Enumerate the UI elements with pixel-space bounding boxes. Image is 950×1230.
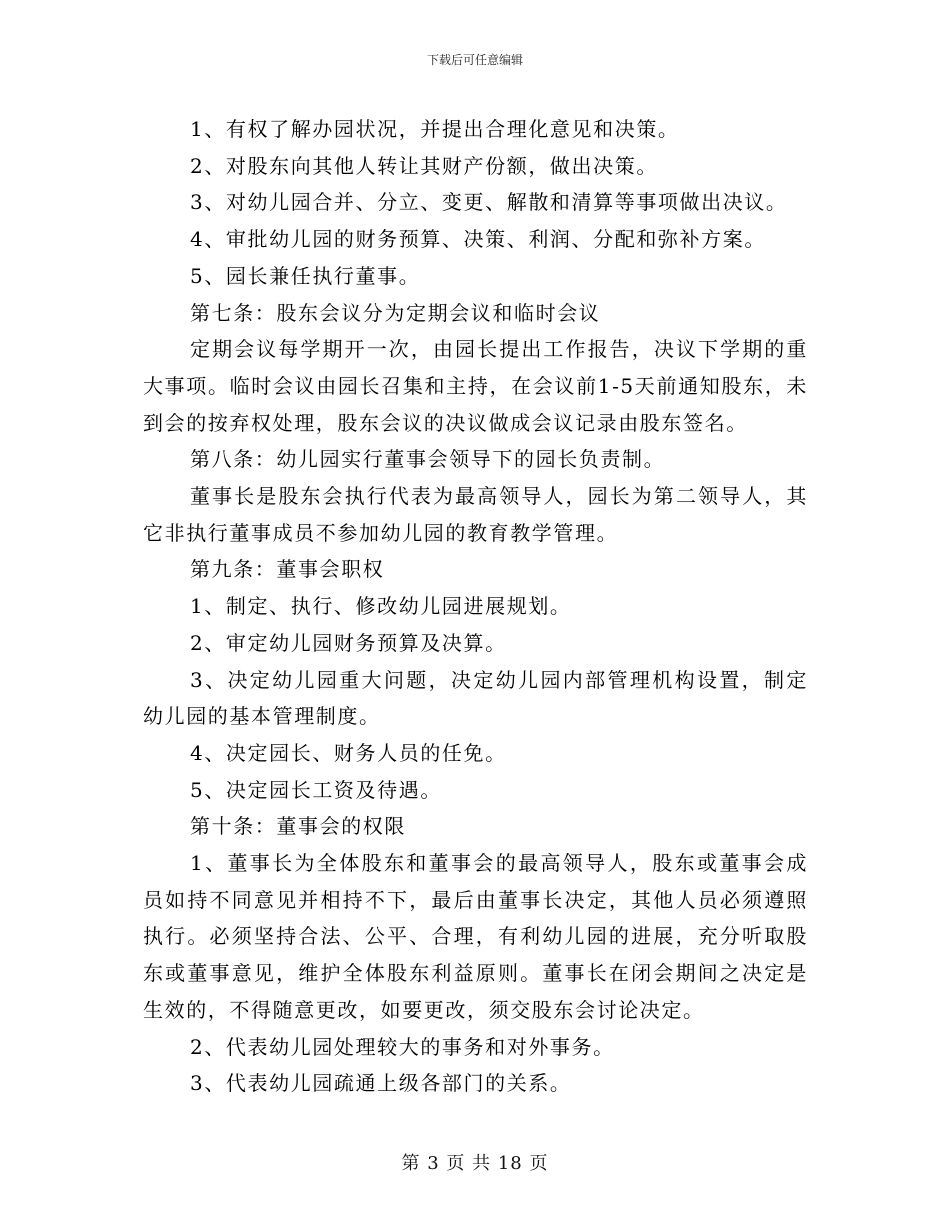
paragraph: 5、决定园长工资及待遇。 [190,777,442,802]
section-heading: 第九条：董事会职权 [190,557,385,582]
paragraph: 1、制定、执行、修改幼儿园进展规划。 [190,594,572,619]
paragraph: 3、代表幼儿园疏通上级各部门的关系。 [190,1071,572,1096]
paragraph: 4、决定园长、财务人员的任免。 [190,740,507,765]
paragraph: 2、代表幼儿园处理较大的事务和对外事务。 [190,1034,615,1059]
paragraph: 1、董事长为全体股东和董事会的最高领导人，股东或董事会成员如持不同意见并相持不下，最后由董事长决定，其他人员必须遵照执行。必须坚持合法、公平、合理，有利幼儿园的进展，充分听取股东或董事意见，维护全体股东利益原则。董事长在闭会期间之决定是生效的，不得随意更改，如要更改，须交股东会讨论决定。 [143,851,808,1022]
page-header: 下载后可任意编辑 [426,53,523,67]
page-number-footer: 第 3 页 共 18 页 [401,1153,549,1174]
paragraph: 董事长是股东会执行代表为最高领导人，园长为第二领导人，其它非执行董事成员不参加幼儿园的教育教学管理。 [143,484,808,545]
paragraph: 3、决定幼儿园重大问题，决定幼儿园内部管理机构设置，制定幼儿园的基本管理制度。 [143,667,808,729]
paragraph: 定期会议每学期开一次，由园长提出工作报告，决议下学期的重大事项。临时会议由园长召集和主持，在会议前1-5天前通知股东，未到会的按弃权处理，股东会议的决议做成会议记录由股东签名。 [143,337,808,435]
section-heading: 第七条：股东会议分为定期会议和临时会议 [190,300,601,325]
section-heading: 第八条：幼儿园实行董事会领导下的园长负责制。 [190,447,666,472]
paragraph: 1、有权了解办园状况，并提出合理化意见和决策。 [190,117,680,141]
section-heading: 第十条：董事会的权限 [190,814,406,839]
paragraph: 2、审定幼儿园财务预算及决算。 [190,630,507,655]
paragraph: 3、对幼儿园合并、分立、变更、解散和清算等事项做出决议。 [190,190,788,215]
paragraph: 2、对股东向其他人转让其财产份额，做出决策。 [190,153,658,178]
paragraph: 4、审批幼儿园的财务预算、决策、利润、分配和弥补方案。 [190,227,766,252]
paragraph: 5、园长兼任执行董事。 [190,263,421,288]
document-body [143,111,808,1102]
